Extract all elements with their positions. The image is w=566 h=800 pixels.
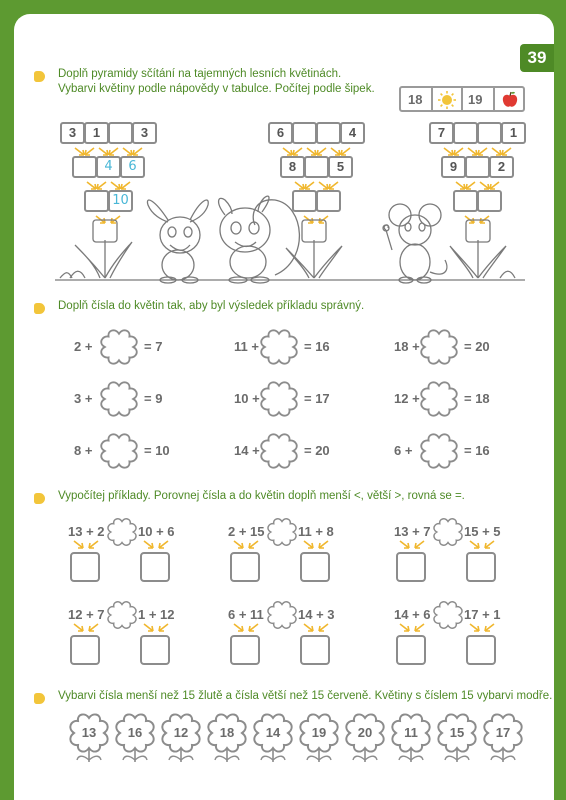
result-box[interactable] <box>300 635 330 665</box>
color-hint-table <box>399 86 525 112</box>
arrow-icon <box>468 540 482 550</box>
task-bullet <box>34 693 45 704</box>
arrow-icon <box>482 540 496 550</box>
left-expression: 14 + 6 <box>394 607 431 622</box>
equation-addend: 8 + <box>74 443 93 458</box>
result-box[interactable] <box>230 635 260 665</box>
arrow-icon <box>232 623 246 633</box>
color-flower[interactable] <box>344 712 386 769</box>
equation-addend: 6 + <box>394 443 413 458</box>
pyramid-cell[interactable]: 9 <box>441 156 466 178</box>
equation-result: = 20 <box>304 443 330 458</box>
flower-answer-field[interactable] <box>420 432 458 475</box>
apple-icon <box>500 90 520 110</box>
arrow-icon <box>412 540 426 550</box>
flower-number: 14 <box>265 725 281 740</box>
comparison-flower[interactable] <box>433 517 463 552</box>
pyramid-cell[interactable]: 1 <box>501 122 526 144</box>
left-expression: 2 + 15 <box>228 524 265 539</box>
left-expression: 13 + 2 <box>68 524 105 539</box>
task2-instruction: Doplň čísla do květin tak, aby byl výsledek příkladu správný. <box>58 300 365 312</box>
color-flower[interactable] <box>206 712 248 769</box>
legend-number-2: 19 <box>468 92 483 107</box>
arrow-icon <box>156 540 170 550</box>
color-flower[interactable] <box>114 712 156 769</box>
result-box[interactable] <box>140 552 170 582</box>
arrow-icon <box>302 540 316 550</box>
pyramid-cell[interactable]: 3 <box>60 122 85 144</box>
task-bullet <box>34 71 45 82</box>
equation-result: = 7 <box>144 339 163 354</box>
equation-addend: 18 + <box>394 339 420 354</box>
result-box[interactable] <box>396 552 426 582</box>
color-flower[interactable] <box>160 712 202 769</box>
right-expression: 14 + 3 <box>298 607 335 622</box>
pyramid-cell[interactable]: 6 <box>120 156 145 178</box>
result-box[interactable] <box>70 552 100 582</box>
flower-answer-field[interactable] <box>260 380 298 423</box>
equation-addend: 2 + <box>74 339 93 354</box>
sun-icon <box>437 90 457 110</box>
result-box[interactable] <box>230 552 260 582</box>
pyramid-cell[interactable] <box>465 156 490 178</box>
pyramid-cell[interactable] <box>72 156 97 178</box>
comparison-flower[interactable] <box>107 517 137 552</box>
pyramid-cell[interactable] <box>316 122 341 144</box>
comparison-flower[interactable] <box>267 600 297 635</box>
flower-answer-field[interactable] <box>100 380 138 423</box>
left-expression: 6 + 11 <box>228 607 264 622</box>
result-box[interactable] <box>466 552 496 582</box>
pyramid-cell[interactable]: 4 <box>96 156 121 178</box>
comparison-flower[interactable] <box>433 600 463 635</box>
color-flower[interactable] <box>252 712 294 769</box>
pyramid-cell[interactable]: 3 <box>132 122 157 144</box>
equation-result: = 16 <box>304 339 330 354</box>
pyramid-cell[interactable] <box>292 122 317 144</box>
task4-instruction: Vybarvi čísla menší než 15 žlutě a čísla větší než 15 červeně. Květiny s číslem 15 vybarvi modře. <box>58 690 553 702</box>
result-box[interactable] <box>396 635 426 665</box>
equation-result: = 20 <box>464 339 490 354</box>
right-expression: 15 + 5 <box>464 524 501 539</box>
right-expression: 10 + 6 <box>138 524 175 539</box>
arrow-icon <box>412 623 426 633</box>
task3-instruction: Vypočítej příklady. Porovnej čísla a do květin doplň menší <, větší >, rovná se =. <box>58 490 465 502</box>
arrow-icon <box>142 540 156 550</box>
color-flower[interactable] <box>68 712 110 769</box>
arrow-icon <box>246 540 260 550</box>
flower-number: 17 <box>495 725 511 740</box>
arrow-icon <box>72 540 86 550</box>
task-bullet <box>34 493 45 504</box>
arrow-icon <box>156 623 170 633</box>
arrow-icon <box>302 623 316 633</box>
pyramid-cell[interactable]: 7 <box>429 122 454 144</box>
arrow-icon <box>232 540 246 550</box>
equation-addend: 12 + <box>394 391 420 406</box>
arrow-icon <box>468 623 482 633</box>
flower-number: 12 <box>173 725 189 740</box>
left-expression: 13 + 7 <box>394 524 431 539</box>
color-flower[interactable] <box>298 712 340 769</box>
task1-instruction: Doplň pyramidy sčítání na tajemných lesních květinách. Vybarvi květiny podle nápovědy v tabulce. Počítej podle šipek. <box>58 68 375 95</box>
right-expression: 11 + 8 <box>298 524 334 539</box>
flower-number: 15 <box>449 725 465 740</box>
left-expression: 12 + 7 <box>68 607 105 622</box>
flower-answer-field[interactable] <box>260 432 298 475</box>
arrow-icon <box>398 623 412 633</box>
equation-addend: 14 + <box>234 443 260 458</box>
color-flower[interactable] <box>390 712 432 769</box>
result-box[interactable] <box>466 635 496 665</box>
pyramid-cell[interactable] <box>108 122 133 144</box>
legend-number-1: 18 <box>408 92 423 107</box>
right-expression: 1 + 12 <box>138 607 175 622</box>
pyramid-cell[interactable]: 10 <box>108 190 133 212</box>
arrow-icon <box>316 623 330 633</box>
flower-answer-field[interactable] <box>420 380 458 423</box>
equation-result: = 18 <box>464 391 490 406</box>
comparison-flower[interactable] <box>107 600 137 635</box>
pyramid-cell[interactable]: 4 <box>340 122 365 144</box>
arrow-icon <box>246 623 260 633</box>
equation-addend: 10 + <box>234 391 260 406</box>
result-box[interactable] <box>140 635 170 665</box>
pyramid-cell[interactable] <box>453 122 478 144</box>
arrow-icon <box>482 623 496 633</box>
arrow-icon <box>86 540 100 550</box>
arrow-icon <box>72 623 86 633</box>
result-box[interactable] <box>70 635 100 665</box>
flower-answer-field[interactable] <box>100 328 138 371</box>
equation-result: = 17 <box>304 391 330 406</box>
pyramid-cell[interactable]: 1 <box>84 122 109 144</box>
flower-number: 16 <box>127 725 143 740</box>
color-flower[interactable] <box>436 712 478 769</box>
result-box[interactable] <box>300 552 330 582</box>
flower-answer-field[interactable] <box>420 328 458 371</box>
pyramid-cell[interactable]: 2 <box>489 156 514 178</box>
pyramid-cell[interactable]: 5 <box>328 156 353 178</box>
equation-addend: 3 + <box>74 391 93 406</box>
arrow-icon <box>142 623 156 633</box>
page-number: 39 <box>520 44 554 72</box>
equation-result: = 9 <box>144 391 163 406</box>
equation-addend: 11 + <box>234 339 259 354</box>
flower-number: 11 <box>404 725 418 740</box>
color-flower[interactable] <box>482 712 524 769</box>
arrow-icon <box>316 540 330 550</box>
flower-number: 18 <box>219 725 235 740</box>
pyramid-cell[interactable]: 8 <box>280 156 305 178</box>
right-expression: 17 + 1 <box>464 607 501 622</box>
equation-result: = 10 <box>144 443 170 458</box>
arrow-icon <box>86 623 100 633</box>
pyramid-cell[interactable]: 6 <box>268 122 293 144</box>
pyramid-cell[interactable] <box>477 122 502 144</box>
arrow-icon <box>398 540 412 550</box>
flower-number: 20 <box>357 725 373 740</box>
task-bullet <box>34 303 45 314</box>
equation-result: = 16 <box>464 443 490 458</box>
flower-number: 13 <box>81 725 97 740</box>
comparison-flower[interactable] <box>267 517 297 552</box>
flower-answer-field[interactable] <box>260 328 298 371</box>
flower-answer-field[interactable] <box>100 432 138 475</box>
forest-illustration <box>50 190 530 290</box>
flower-number: 19 <box>311 725 327 740</box>
pyramid-cell[interactable] <box>304 156 329 178</box>
